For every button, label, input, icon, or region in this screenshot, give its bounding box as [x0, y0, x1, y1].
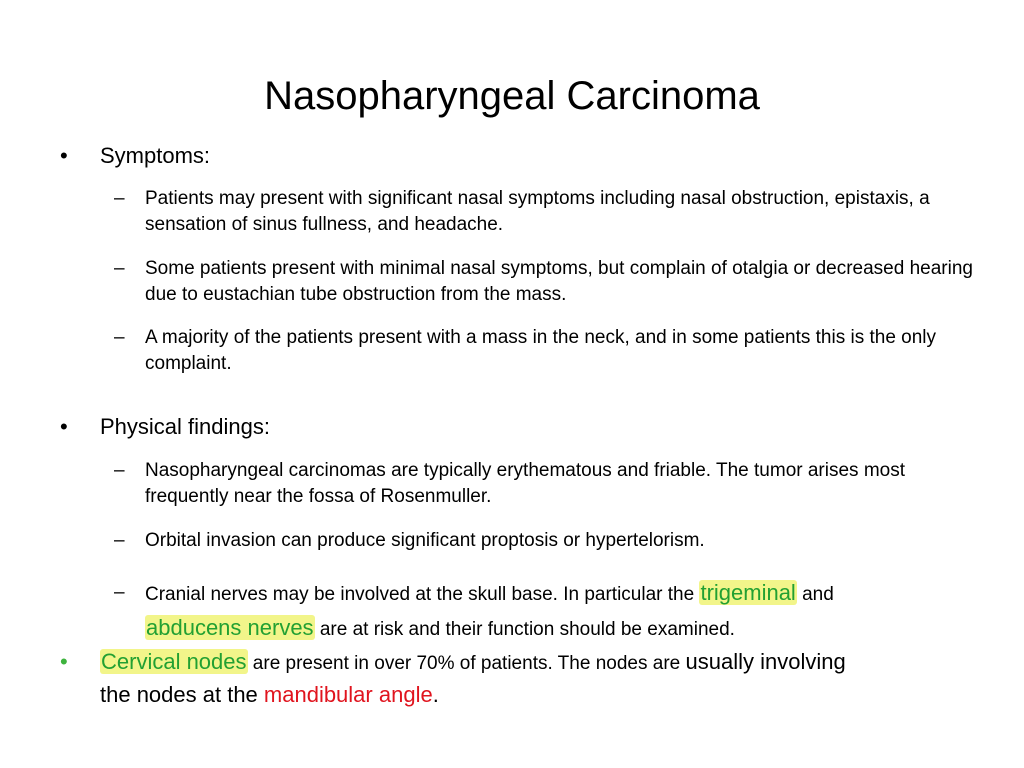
sub-item-text	[145, 576, 985, 646]
cranial-text-3: are at risk and their function should be examined.	[314, 619, 735, 640]
bullet-heading: Symptoms:	[100, 143, 211, 168]
bullet-heading: Physical findings:	[100, 414, 270, 439]
highlight-trigeminal: trigeminal	[700, 580, 796, 605]
dash: –	[114, 327, 125, 348]
sub-item-text: A majority of the patients present with a mass in the neck, and in some patients this is the only complaint.	[145, 327, 937, 374]
sub-item-text: Orbital invasion can produce significant proptosis or hypertelorism.	[145, 530, 705, 551]
cranial-text-2: and	[796, 584, 834, 605]
cervical-text-3: the nodes at the	[100, 682, 264, 707]
highlight-abducens-nerves: abducens nerves	[146, 615, 314, 640]
mandibular-angle-text: mandibular angle	[263, 682, 433, 707]
dash: –	[114, 258, 125, 279]
sub-item-text: Nasopharyngeal carcinomas are typically erythematous and friable. The tumor arises most frequently near the fossa of Rosenmuller.	[145, 460, 905, 507]
bullet-dot: •	[60, 143, 68, 168]
slide-title: Nasopharyngeal Carcinoma	[264, 74, 760, 118]
highlight-cervical-nodes: Cervical nodes	[101, 649, 247, 674]
dash: –	[114, 530, 125, 551]
cervical-text-1: are present in over 70% of patients. The nodes are	[247, 653, 686, 674]
dash: –	[114, 460, 125, 481]
bullet-text	[100, 646, 980, 712]
sub-item-text: Patients may present with significant nasal symptoms including nasal obstruction, epistaxis, a sensation of sinus fullness, and headache.	[145, 188, 930, 235]
dash: –	[114, 582, 125, 603]
bullet-dot: •	[60, 649, 68, 674]
bullet-dot: •	[60, 414, 68, 439]
cervical-text-2: usually involving	[685, 649, 846, 674]
dash: –	[114, 188, 125, 209]
cranial-text-1: Cranial nerves may be involved at the skull base. In particular the	[145, 584, 700, 605]
cervical-end: .	[432, 682, 439, 707]
sub-item-text: Some patients present with minimal nasal symptoms, but complain of otalgia or decreased hearing due to eustachian tube obstruction from the mass.	[145, 258, 973, 305]
